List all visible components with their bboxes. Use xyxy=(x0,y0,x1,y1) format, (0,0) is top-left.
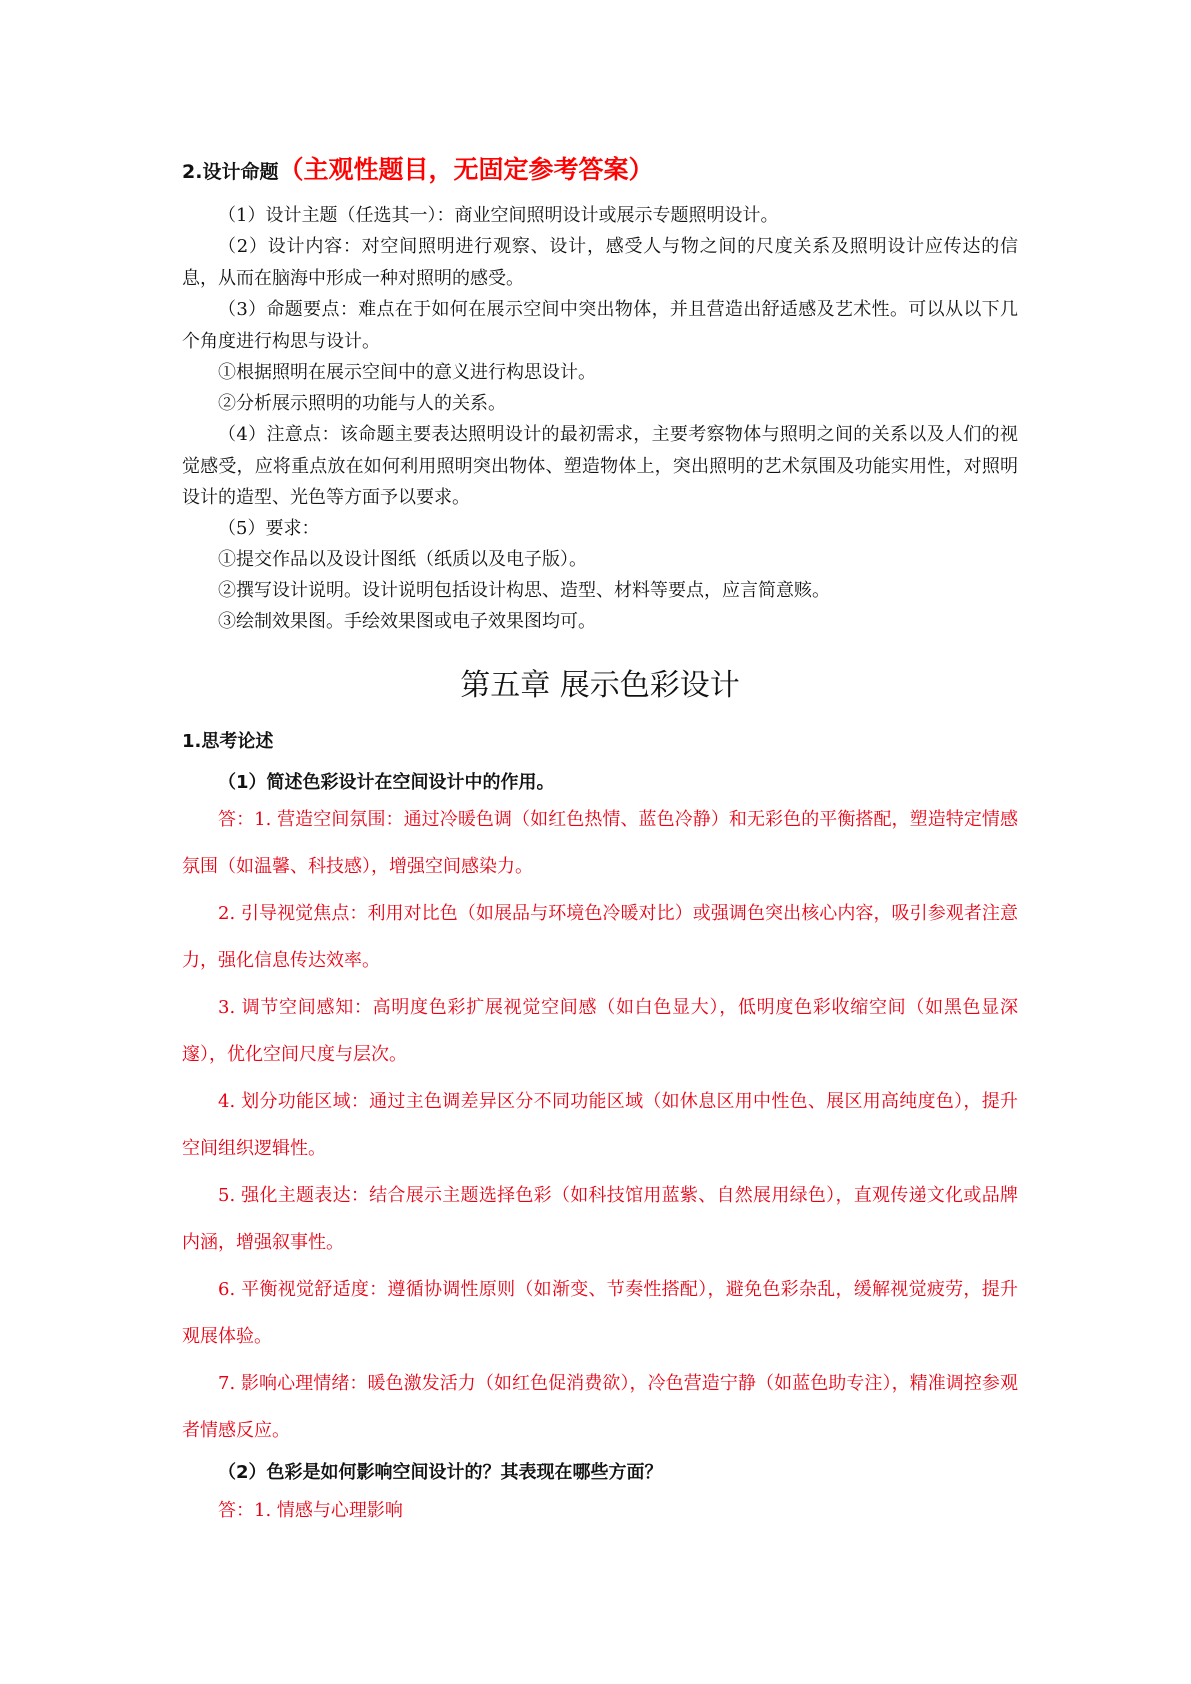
item-key-point-2: ②分析展示照明的功能与人的关系。 xyxy=(218,393,506,414)
item-design-content: （2）设计内容：对空间照明进行观察、设计，感受人与物之间的尺度关系及照明设计应传达的信息，从而在脑海中形成一种对照明的感受。 xyxy=(182,236,1018,289)
answer-1-point-7: 7. 影响心理情绪：暖色激发活力（如红色促消费欲），冷色营造宁静（如蓝色助专注），精准调控参观者情感反应。 xyxy=(182,1373,1018,1441)
item-notes: （4）注意点：该命题主要表达照明设计的最初需求，主要考察物体与照明之间的关系以及人们的视觉感受，应将重点放在如何利用照明突出物体、塑造物体上，突出照明的艺术氛围及功能实用性，对照明设计的造型、光色等方面予以要求。 xyxy=(182,424,1018,508)
item-key-point-1: ①根据照明在展示空间中的意义进行构思设计。 xyxy=(218,362,596,383)
subsection-heading: 1.思考论述 xyxy=(182,731,274,752)
section-title xyxy=(182,150,1018,186)
question-2: （2）色彩是如何影响空间设计的？其表现在哪些方面？ xyxy=(218,1462,663,1483)
item-requirements: （5）要求： xyxy=(218,518,320,539)
question-1: （1）简述色彩设计在空间设计中的作用。 xyxy=(218,772,555,793)
answer-1-point-1: 答：1. 营造空间氛围：通过冷暖色调（如红色热情、蓝色冷静）和无彩色的平衡搭配，塑造特定情感氛围（如温馨、科技感），增强空间感染力。 xyxy=(182,809,1018,877)
item-design-theme: （1）设计主题（任选其一）：商业空间照明设计或展示专题照明设计。 xyxy=(218,205,779,226)
answer-2-start: 答：1. 情感与心理影响 xyxy=(218,1500,403,1521)
answer-1-point-4: 4. 划分功能区域：通过主色调差异区分不同功能区域（如休息区用中性色、展区用高纯度色），提升空间组织逻辑性。 xyxy=(182,1091,1018,1159)
answer-1-point-2: 2. 引导视觉焦点：利用对比色（如展品与环境色冷暖对比）或强调色突出核心内容，吸引参观者注意力，强化信息传达效率。 xyxy=(182,903,1018,971)
item-key-points: （3）命题要点：难点在于如何在展示空间中突出物体，并且营造出舒适感及艺术性。可以从以下几个角度进行构思与设计。 xyxy=(182,299,1018,352)
chapter-title: 第五章 展示色彩设计 xyxy=(460,668,740,703)
item-requirement-3: ③绘制效果图。手绘效果图或电子效果图均可。 xyxy=(218,611,596,632)
answer-1-point-3: 3. 调节空间感知：高明度色彩扩展视觉空间感（如白色显大），低明度色彩收缩空间（如黑色显深邃），优化空间尺度与层次。 xyxy=(182,997,1018,1065)
answer-1-point-5: 5. 强化主题表达：结合展示主题选择色彩（如科技馆用蓝紫、自然展用绿色），直观传递文化或品牌内涵，增强叙事性。 xyxy=(182,1185,1018,1253)
section-title-note: （主观性题目，无固定参考答案） xyxy=(278,155,654,184)
item-requirement-2: ②撰写设计说明。设计说明包括设计构思、造型、材料等要点，应言简意赅。 xyxy=(218,580,830,601)
answer-1-point-6: 6. 平衡视觉舒适度：遵循协调性原则（如渐变、节奏性搭配），避免色彩杂乱，缓解视觉疲劳，提升观展体验。 xyxy=(182,1279,1018,1347)
section-title-main: 2.设计命题 xyxy=(182,161,279,183)
item-requirement-1: ①提交作品以及设计图纸（纸质以及电子版）。 xyxy=(218,549,587,570)
